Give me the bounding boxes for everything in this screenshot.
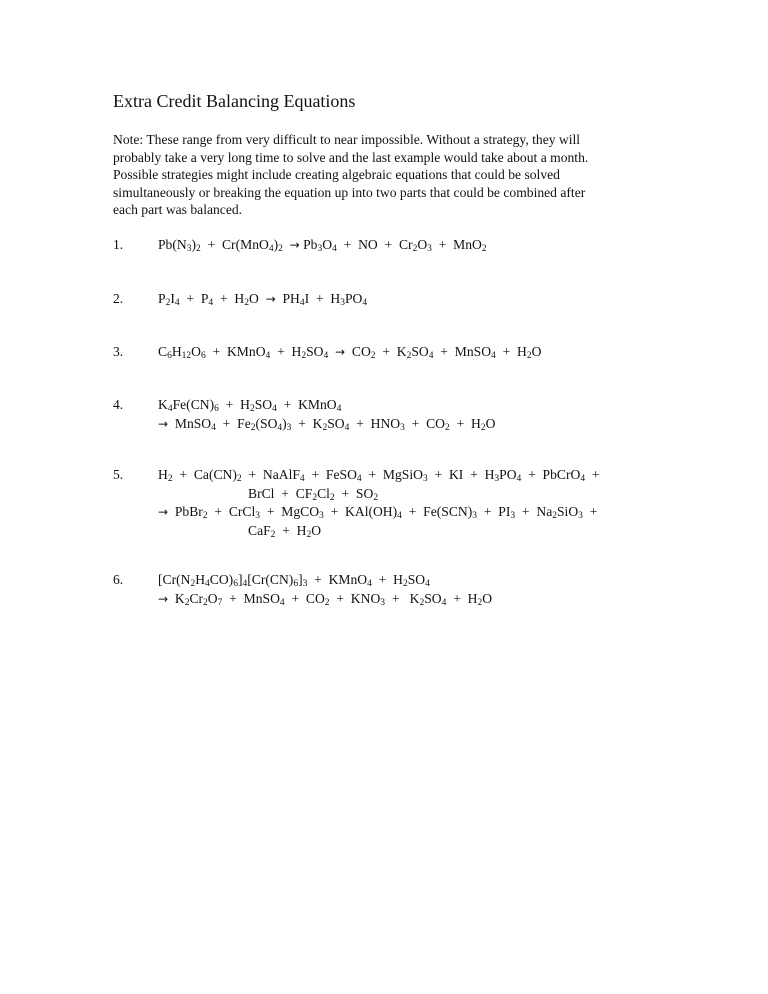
equation-number: 5.: [113, 467, 124, 482]
document-title: Extra Credit Balancing Equations: [113, 91, 356, 111]
note-line: each part was balanced.: [113, 202, 243, 218]
equation-line: $[Cr(N_2H_4CO)_6]_4[Cr(CN)_6]_3$ + KMnO$_4$ + $H_2SO_4$: [158, 572, 430, 589]
equation-line: BrCl + $CF_2Cl_2 + SO_2$: [248, 485, 379, 503]
equation-line: $Pb(N_3)_2 + Cr(MnO_4)_2 \to Pb_3O_4$ + NO + $Cr_2O_3 + MnO_2$: [158, 237, 487, 254]
note-line: Possible strategies might include creating algebraic equations that could be solved: [113, 167, 560, 183]
reaction-arrow-icon: →: [158, 591, 169, 606]
note-line: probably take a very long time to solve and the last example would take about a month.: [113, 149, 589, 165]
equation-line: $K_4Fe(CN)_6 + H_2SO_4$ + KMnO$_4$: [158, 397, 342, 414]
reaction-arrow-icon: →: [265, 292, 276, 306]
equation-number: 6.: [113, 572, 124, 587]
equation-number: 2.: [113, 291, 124, 306]
equation-line: $C_6H_{12}O_6$ + KMnO$_4$ + $H_2SO_4 \to CO_2 + K_2SO_4$ + MnSO$_4$ + $H_2O$: [158, 344, 542, 361]
equation-line: $H_2 + Ca(CN)_2$ + NaAlF$_4$ + FeSO$_4$ + MgSiO$_3$ + KI + $H_3PO_4$ + PbCrO$_4$ +: [158, 467, 600, 484]
reaction-arrow-icon: →: [289, 238, 300, 252]
equation-line: → $K_2Cr_2O_7$ + MnSO$_4$ + $CO_2 + KNO_3 + K_2SO_4 + H_2O$: [158, 590, 493, 608]
reaction-arrow-icon: →: [158, 505, 169, 519]
reaction-arrow-icon: →: [158, 416, 169, 431]
equation-line: $P_2I_4 + P_4 + H_2O \to PH_4I + H_3PO_4$: [158, 291, 368, 308]
note-paragraph: [113, 131, 653, 219]
equation-number: 4.: [113, 397, 124, 412]
reaction-arrow-icon: →: [335, 345, 346, 359]
note-line: simultaneously or breaking the equation up into two parts that could be combined after: [113, 184, 586, 200]
equation-line: → MnSO$_4$ + $Fe_2(SO_4)_3 + K_2SO_4 + HNO_3 + CO_2 + H_2O$: [158, 415, 496, 433]
equation-line: → PbBr$_2$ + CrCl$_3$ + MgCO$_3$ + $KAl(OH)_4 + Fe(SCN)_3 + PI_3 + Na_2SiO_3$ +: [158, 504, 598, 521]
equation-line: $CaF_2 + H_2O$: [248, 522, 322, 540]
note-line: Note: These range from very difficult to near impossible. Without a strategy, they will: [113, 132, 581, 147]
equation-number: 3.: [113, 344, 124, 359]
equation-number: 1.: [113, 237, 124, 252]
